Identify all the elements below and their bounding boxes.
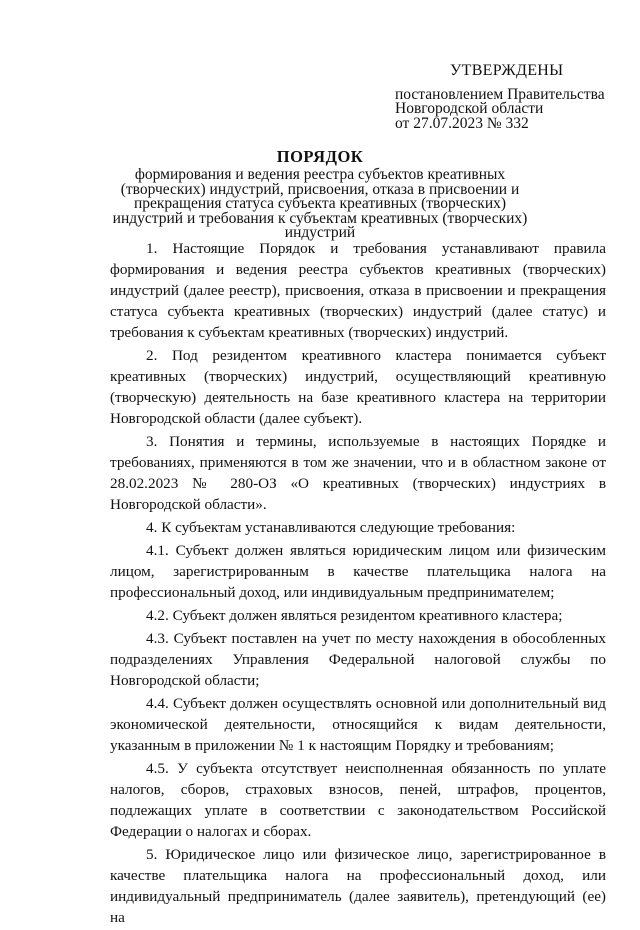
approval-head: УТВЕРЖДЕНЫ — [450, 62, 564, 79]
paragraph: 4.1. Субъект должен являться юридическим лицом или физическим лицом, зарегистрированным в качестве плательщика налога на профессиональный доход, или индивидуальным предпринимателем; — [110, 542, 606, 601]
paragraph: 5. Юридическое лицо или физическое лицо, зарегистрированное в качестве плательщика налога на профессиональный доход, или индивидуальный предприниматель (далее заявитель), претендующий (ее) на — [110, 846, 606, 926]
document-body — [110, 238, 606, 930]
approval-line: Новгородской области — [395, 100, 544, 117]
paragraph: 4.2. Субъект должен являться резидентом креативного кластера; — [146, 607, 563, 624]
paragraph: 3. Понятия и термины, используемые в настоящих Порядке и требованиях, применяются в том же значении, что и в областном законе от 28.02.2023 № 280-ОЗ «О креативных (творческих) индустриях в Новгородской области». — [110, 433, 606, 513]
document-title: ПОРЯДОК — [276, 147, 364, 166]
document-subtitle: формирования и ведения реестра субъектов креативных (творческих) индустрий, присвоения, отказа в присвоении и прекращения статуса субъекта креативных (творческих) индустрий и требования к субъектам креативных (творческих) индустрий — [112, 166, 528, 241]
paragraph: 4. К субъектам устанавливаются следующие требования: — [146, 519, 516, 536]
paragraph: 4.5. У субъекта отсутствует неисполненная обязанность по уплате налогов, сборов, страховых взносов, пеней, штрафов, процентов, подлежащих уплате в соответствии с законодательством Российской Федерации о налогах и сборах. — [110, 760, 606, 840]
paragraph: 1. Настоящие Порядок и требования устанавливают правила формирования и ведения реестра субъектов креативных (творческих) индустрий (далее реестр), присвоения, отказа в присвоении и прекращения статуса субъекта креативных (творческих) индустрий (далее статус) и требования к субъектам креативных (творческих) индустрий. — [110, 240, 606, 341]
approval-line: от 27.07.2023 № 332 — [395, 114, 529, 132]
paragraph: 4.3. Субъект поставлен на учет по месту нахождения в обособленных подразделениях Управления Федеральной налоговой службы по Новгородской области; — [110, 630, 606, 689]
approval-line: постановлением Правительства — [395, 85, 605, 103]
paragraph: 2. Под резидентом креативного кластера понимается субъект креативных (творческих) индустрий, осуществляющий креативную (творческую) деятельность на базе креативного кластера на территории Новгородской области (далее субъект). — [110, 347, 606, 427]
approval-stamp — [395, 64, 615, 131]
paragraph: 4.4. Субъект должен осуществлять основной или дополнительный вид экономической деятельности, относящийся к видам деятельности, указанным в приложении № 1 к настоящим Порядку и требованиям; — [110, 695, 606, 754]
